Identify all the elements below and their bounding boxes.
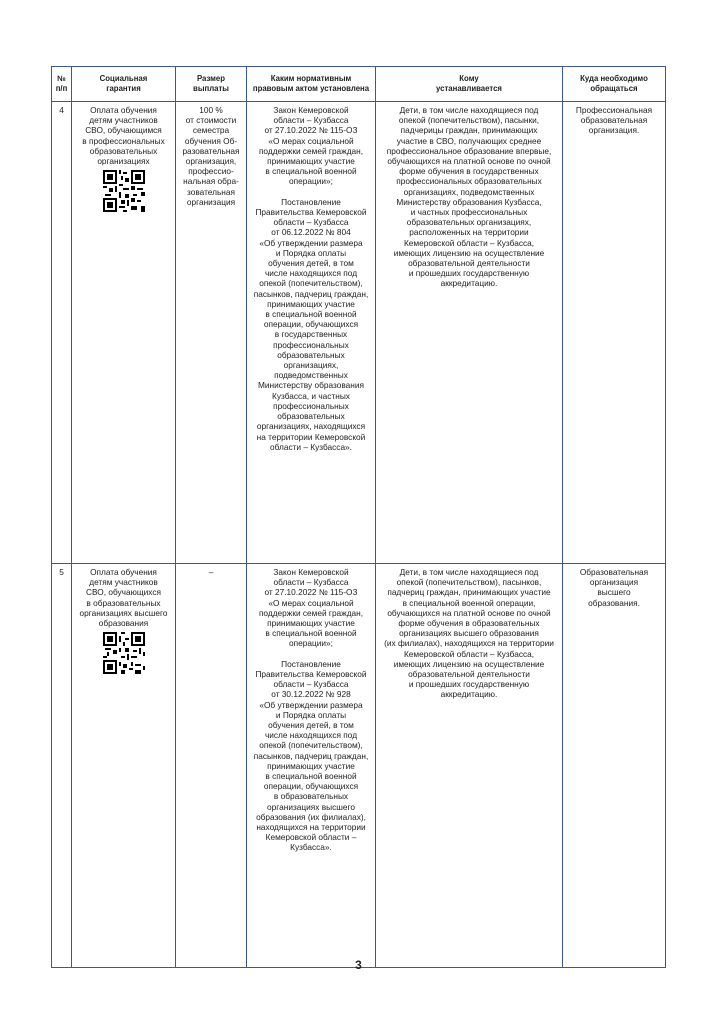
row-num: 5 xyxy=(52,564,72,968)
row-whom: Дети, в том числе находящиеся под опекой (попечительством), пасынки, падчерицы граждан, принимающих участие в СВО, получающих среднее профессиональное образование впервые, обучающихся на платной основе по очной форме обучения в государственных профессиональных образовательных организациях, подведомственных Министерству образования Кузбасса, и частных профессиональных образовательных организациях, расположенных на территории Кемеровской области – Кузбасса, имеющих лицензию на осуществление образовательной деятельности и прошедших государственную аккредитацию. xyxy=(376,102,563,564)
qr-code-icon[interactable] xyxy=(103,170,145,212)
header-act: Каким нормативным правовым актом установлена xyxy=(247,67,376,102)
row-guarantee-cell xyxy=(72,564,176,968)
row-act: Закон Кемеровской области – Кузбасса от 27.10.2022 № 115-ОЗ «О мерах социальной поддержки семей граждан, принимающих участие в специальной военной операции»; Постановление Правительства Кемеровской области – Кузбасса от 30.12.2022 № 928 «Об утверждении размера и Порядка оплаты обучения детей, в том числе находящихся под опекой (попечительством), пасынков, падчериц граждан, принимающих участие в специальной военной операции, обучающихся в образовательных организациях высшего образования (их филиалах), находящихся на территории Кемеровской области – Кузбасса». xyxy=(247,564,376,968)
header-amount: Размер выплаты xyxy=(176,67,247,102)
row-amount: 100 % от стоимости семестра обучения Об- разовательная организация, профессио- нальная обра- зовательная организация xyxy=(176,102,247,564)
row-where: Профессиональная образовательная организация. xyxy=(563,102,666,564)
row-guarantee-cell xyxy=(72,102,176,564)
row-num: 4 xyxy=(52,102,72,564)
row-act: Закон Кемеровской области – Кузбасса от 27.10.2022 № 115-ОЗ «О мерах социальной поддержки семей граждан, принимающих участие в специальной военной операции»; Постановление Правительства Кемеровской области – Кузбасса от 06.12.2022 № 804 «Об утверждении размера и Порядка оплаты обучения детей, в том числе находящихся под опекой (попечительством), пасынков, падчериц граждан, принимающих участие в специальной военной операции, обучающихся в государственных профессиональных образовательных организациях, подведомственных Министерству образования Кузбасса, и частных профессиональных образовательных организациях, находящихся на территории Кемеровской области – Кузбасса». xyxy=(247,102,376,564)
header-whom: Кому устанавливается xyxy=(376,67,563,102)
guarantees-table xyxy=(51,66,666,968)
row-guarantee: Оплата обучения детям участников СВО, обучающихся в образовательных организациях высшего образования xyxy=(79,567,168,629)
row-amount: – xyxy=(176,564,247,968)
qr-code-icon[interactable] xyxy=(103,632,145,674)
table-row xyxy=(52,564,666,968)
table-header-row xyxy=(52,67,666,102)
row-where: Образовательная организация высшего образования. xyxy=(563,564,666,968)
header-guarantee: Социальная гарантия xyxy=(72,67,176,102)
header-where: Куда необходимо обращаться xyxy=(563,67,666,102)
page-number: 3 xyxy=(355,958,362,972)
header-num: № п/п xyxy=(52,67,72,102)
table-row xyxy=(52,102,666,564)
row-guarantee: Оплата обучения детям участников СВО, обучающимся в профессиональных образовательных организациях xyxy=(82,105,165,167)
row-whom: Дети, в том числе находящиеся под опекой (попечительством), пасынков, падчериц граждан, принимающих участие в специальной военной операции, обучающихся на платной основе по очной форме обучения в образовательных организациях высшего образования (их филиалах), находящихся на территории Кемеровской области – Кузбасса, имеющих лицензию на осуществление образовательной деятельности и прошедших государственную аккредитацию. xyxy=(376,564,563,968)
